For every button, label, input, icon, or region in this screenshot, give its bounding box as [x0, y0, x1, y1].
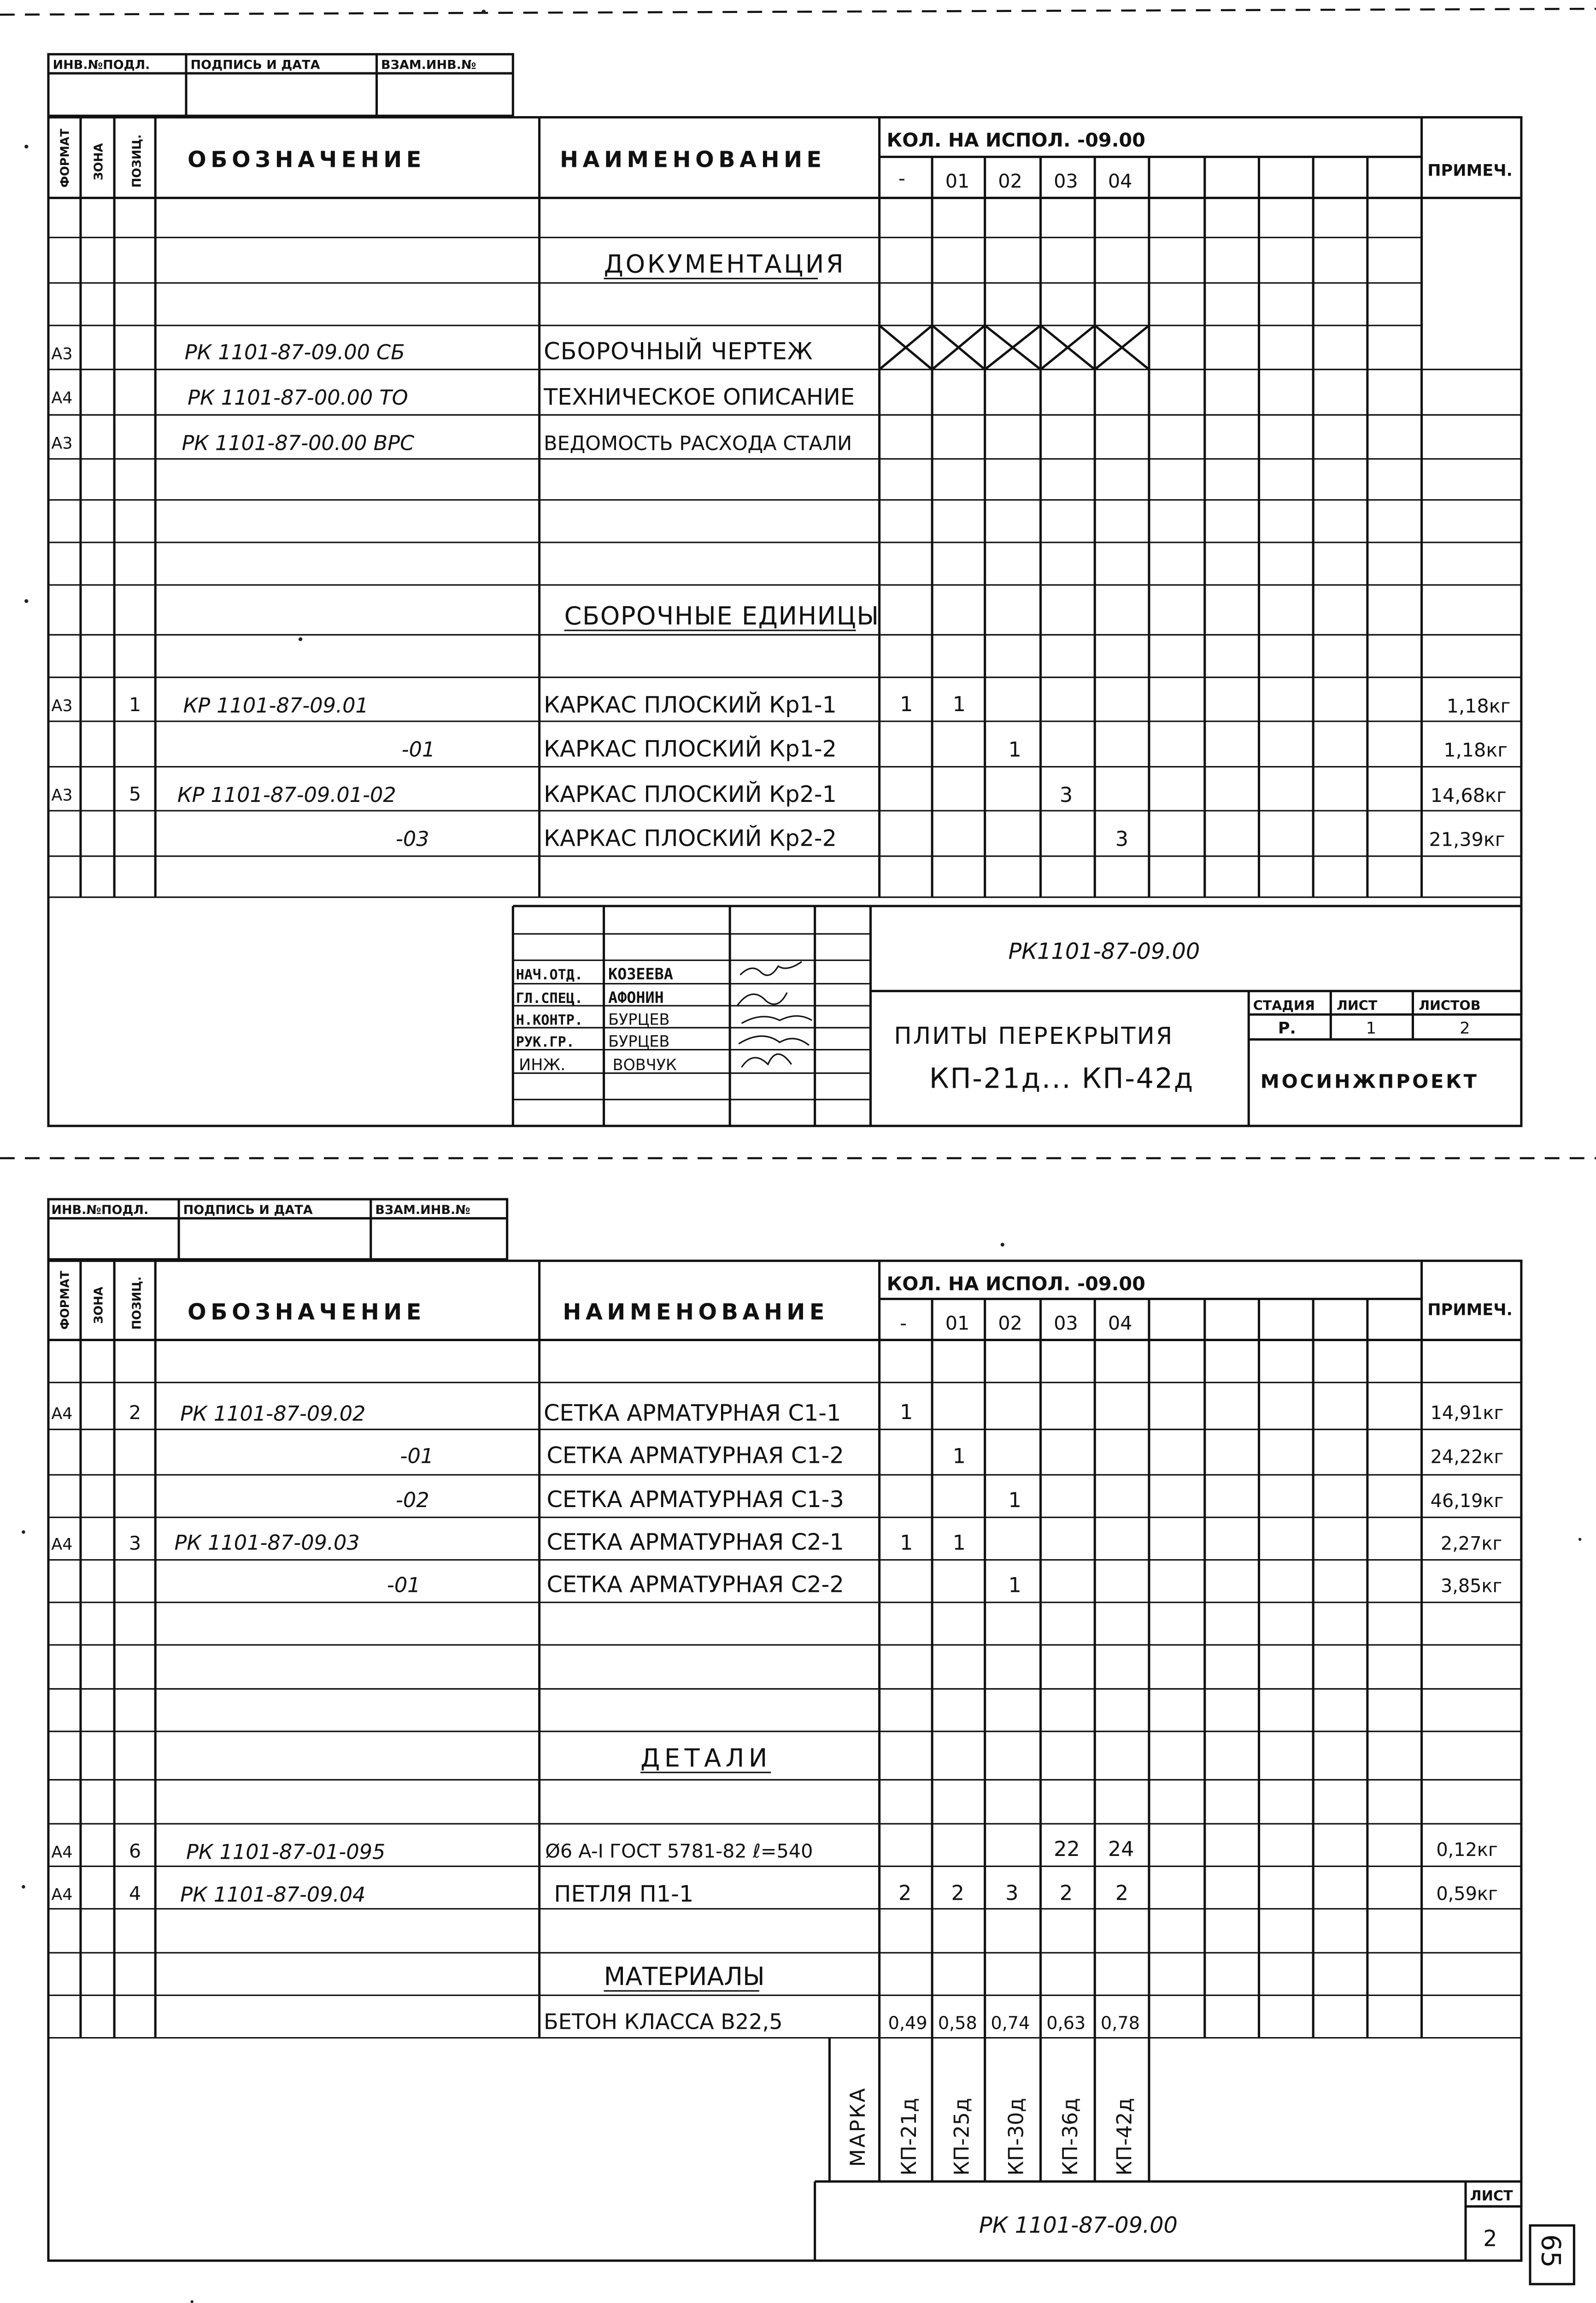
hdr2-format: ФОРМАТ [58, 1271, 72, 1330]
material-row [544, 2009, 1140, 2034]
svg-text:1: 1 [952, 1531, 966, 1555]
tb-stadia-label: СТАДИЯ [1253, 997, 1315, 1013]
hdr-poz: ПОЗИЦ. [129, 134, 144, 188]
svg-text:24,22кг: 24,22кг [1430, 1446, 1504, 1468]
section-details: ДЕТАЛИ [640, 1743, 772, 1773]
spec-row [387, 1571, 1502, 1598]
tb-title-1: ПЛИТЫ ПЕРЕКРЫТИЯ [894, 1022, 1174, 1050]
tb-stadia: Р. [1278, 1019, 1296, 1038]
marka-5: КП-42д [1112, 2098, 1137, 2176]
svg-text:РК 1101-87-09.00 СБ: РК 1101-87-09.00 СБ [184, 340, 405, 365]
unit-row [402, 735, 1508, 762]
svg-text:СЕТКА АРМАТУРНАЯ С1-2: СЕТКА АРМАТУРНАЯ С1-2 [546, 1442, 844, 1469]
svg-text:КАРКАС ПЛОСКИЙ Кр2-1: КАРКАС ПЛОСКИЙ Кр2-1 [544, 781, 837, 808]
svg-text:A3: A3 [51, 786, 73, 805]
signature-2 [737, 993, 812, 1067]
svg-text:A4: A4 [51, 1885, 73, 1904]
unit-row [51, 780, 1506, 807]
svg-text:2: 2 [129, 1402, 141, 1424]
tb-code: РК1101-87-09.00 [1008, 939, 1200, 965]
svg-text:СЕТКА АРМАТУРНАЯ С2-1: СЕТКА АРМАТУРНАЯ С2-1 [546, 1528, 844, 1555]
svg-text:-02: -02 [395, 1488, 429, 1513]
svg-text:СЕТКА АРМАТУРНАЯ С1-1: СЕТКА АРМАТУРНАЯ С1-1 [544, 1399, 841, 1426]
page-number: 65 [1535, 2234, 1567, 2268]
svg-text:СБОРОЧНЫЙ ЧЕРТЕЖ: СБОРОЧНЫЙ ЧЕРТЕЖ [544, 338, 813, 365]
svg-text:КР 1101-87-09.01: КР 1101-87-09.01 [183, 693, 369, 718]
stamp2-vzam: ВЗАМ.ИНВ.№ [375, 1202, 470, 1217]
svg-text:1: 1 [900, 1400, 913, 1425]
tb-role-2: ГЛ.СПЕЦ. [516, 990, 583, 1007]
svg-text:ПЕТЛЯ П1-1: ПЕТЛЯ П1-1 [554, 1880, 694, 1907]
svg-text:0,63: 0,63 [1046, 2013, 1086, 2034]
svg-text:БЕТОН КЛАССА В22,5: БЕТОН КЛАССА В22,5 [544, 2009, 783, 2034]
svg-text:РК 1101-87-00.00 ТО: РК 1101-87-00.00 ТО [188, 385, 408, 410]
svg-text:1: 1 [900, 1531, 913, 1555]
svg-text:0,74: 0,74 [991, 2013, 1030, 2034]
section-materials: МАТЕРИАЛЫ [604, 1962, 765, 1991]
hdr2-isp-1: 01 [945, 1312, 970, 1335]
sheet2-list-label: ЛИСТ [1470, 2188, 1513, 2204]
marka-2: КП-25д [950, 2098, 974, 2176]
sheet1-columns [81, 117, 1422, 897]
hdr-zona: ЗОНА [91, 143, 106, 181]
svg-text:A3: A3 [51, 345, 73, 364]
spec-row [396, 1486, 1503, 1513]
stamp-podpis: ПОДПИСЬ И ДАТА [190, 58, 320, 72]
spec-row [51, 1399, 1503, 1426]
hdr-format: ФОРМАТ [58, 129, 72, 188]
svg-text:2,27кг: 2,27кг [1440, 1533, 1502, 1555]
svg-text:РК 1101-87-09.02: РК 1101-87-09.02 [180, 1402, 366, 1426]
unit-row [396, 824, 1505, 851]
tb-role-4: РУК.ГР. [516, 1034, 575, 1051]
svg-text:РК 1101-87-09.03: РК 1101-87-09.03 [174, 1531, 360, 1555]
hdr-isp-1: 01 [945, 170, 970, 193]
svg-text:22: 22 [1054, 1837, 1080, 1861]
svg-text:-03: -03 [395, 827, 429, 851]
svg-text:A3: A3 [51, 434, 73, 453]
svg-text:-01: -01 [401, 737, 435, 762]
svg-text:A4: A4 [51, 1405, 73, 1424]
section-documentation: ДОКУМЕНТАЦИЯ [604, 249, 846, 279]
svg-text:РК 1101-87-09.04: РК 1101-87-09.04 [180, 1882, 366, 1907]
svg-text:КР 1101-87-09.01-02: КР 1101-87-09.01-02 [177, 783, 396, 807]
marka-1: КП-21д [897, 2098, 921, 2176]
svg-text:3: 3 [1059, 783, 1073, 807]
hdr-oboznachenie: ОБОЗНАЧЕНИЕ [188, 147, 426, 173]
svg-text:0,78: 0,78 [1100, 2013, 1140, 2034]
svg-text:1: 1 [952, 692, 966, 716]
tb-name-2: АФОНИН [608, 988, 664, 1007]
hdr-kol: КОЛ. НА ИСПОЛ. -09.00 [886, 129, 1145, 152]
svg-text:A3: A3 [51, 696, 73, 715]
tb-role-5: ИНЖ. [519, 1056, 566, 1075]
tb-name-1: КОЗЕЕВА [608, 965, 673, 983]
section-assembly-units: СБОРОЧНЫЕ ЕДИНИЦЫ [564, 601, 880, 631]
svg-text:КАРКАС ПЛОСКИЙ Кр1-1: КАРКАС ПЛОСКИЙ Кр1-1 [544, 691, 837, 718]
detail-row [51, 1837, 1497, 1864]
hdr2-isp-0: - [900, 1312, 907, 1335]
svg-text:1,18кг: 1,18кг [1443, 739, 1508, 761]
sheet2-code: РК 1101-87-09.00 [979, 2213, 1178, 2238]
svg-text:КАРКАС ПЛОСКИЙ Кр1-2: КАРКАС ПЛОСКИЙ Кр1-2 [544, 735, 837, 762]
svg-text:3: 3 [1115, 827, 1129, 851]
hdr2-isp-2: 02 [998, 1312, 1022, 1335]
tb-name-3: БУРЦЕВ [608, 1010, 670, 1029]
svg-text:1,18кг: 1,18кг [1446, 695, 1511, 717]
doc-row [51, 383, 855, 410]
svg-text:2: 2 [1115, 1881, 1129, 1905]
hdr-primech: ПРИМЕЧ. [1427, 161, 1513, 180]
svg-text:3: 3 [1005, 1881, 1019, 1905]
title-block-1 [513, 906, 1521, 1126]
tb-listov-label: ЛИСТОВ [1419, 997, 1481, 1013]
marka-4: КП-36д [1058, 2098, 1083, 2176]
svg-text:КАРКАС ПЛОСКИЙ Кр2-2: КАРКАС ПЛОСКИЙ Кр2-2 [544, 825, 837, 852]
hdr-isp-4: 04 [1108, 170, 1132, 193]
svg-text:A4: A4 [51, 389, 73, 407]
svg-text:A4: A4 [51, 1843, 73, 1862]
sheet2-rows [48, 1383, 1521, 2038]
svg-text:2: 2 [1059, 1881, 1073, 1905]
svg-text:A4: A4 [51, 1535, 73, 1554]
tb-role-1: НАЧ.ОТД. [516, 966, 583, 983]
tb-list: 1 [1366, 1019, 1376, 1038]
stamp-inv-podl: ИНВ.№ПОДЛ. [53, 58, 150, 72]
tb-org: МОСИНЖПРОЕКТ [1260, 1070, 1479, 1093]
stamp2-inv-podl: ИНВ.№ПОДЛ. [51, 1202, 149, 1217]
hdr2-naimenovanie: НАИМЕНОВАНИЕ [563, 1299, 829, 1325]
marka-label: МАРКА [845, 2086, 870, 2167]
svg-text:0,58: 0,58 [938, 2013, 977, 2034]
svg-text:РК 1101-87-00.00 ВРС: РК 1101-87-00.00 ВРС [182, 431, 415, 455]
svg-text:0,49: 0,49 [888, 2013, 927, 2034]
svg-text:СЕТКА АРМАТУРНАЯ С2-2: СЕТКА АРМАТУРНАЯ С2-2 [546, 1571, 844, 1598]
svg-text:3: 3 [129, 1532, 141, 1555]
svg-text:46,19кг: 46,19кг [1430, 1490, 1504, 1512]
svg-text:0,59кг: 0,59кг [1436, 1883, 1498, 1905]
sheet2-list: 2 [1483, 2226, 1497, 2252]
svg-text:6: 6 [129, 1840, 141, 1862]
svg-text:14,68кг: 14,68кг [1430, 784, 1507, 807]
cut-line-top [0, 9, 1596, 15]
hdr2-primech: ПРИМЕЧ. [1427, 1301, 1513, 1319]
hdr2-kol: КОЛ. НА ИСПОЛ. -09.00 [886, 1272, 1145, 1295]
svg-text:1: 1 [900, 692, 913, 716]
svg-text:СЕТКА АРМАТУРНАЯ С1-3: СЕТКА АРМАТУРНАЯ С1-3 [546, 1486, 844, 1513]
hdr2-poz: ПОЗИЦ. [129, 1276, 144, 1330]
tb-name-5: ВОВЧУК [612, 1056, 677, 1074]
svg-text:5: 5 [129, 783, 141, 805]
tb-name-4: БУРЦЕВ [608, 1032, 670, 1051]
svg-text:1: 1 [1008, 737, 1021, 762]
svg-text:2: 2 [898, 1881, 912, 1905]
hdr2-isp-3: 03 [1054, 1312, 1078, 1335]
tb-title-2: КП-21д... КП-42д [929, 1062, 1194, 1095]
svg-text:14,91кг: 14,91кг [1430, 1402, 1504, 1424]
hdr-isp-2: 02 [998, 170, 1022, 193]
marka-3: КП-30д [1004, 2098, 1028, 2176]
svg-text:ТЕХНИЧЕСКОЕ ОПИСАНИЕ: ТЕХНИЧЕСКОЕ ОПИСАНИЕ [544, 383, 855, 410]
na-crosses [880, 325, 1149, 369]
svg-text:2: 2 [951, 1881, 964, 1905]
svg-text:1: 1 [129, 693, 141, 716]
svg-text:21,39кг: 21,39кг [1429, 828, 1505, 851]
svg-text:4: 4 [129, 1882, 141, 1905]
doc-row [51, 337, 813, 365]
svg-text:1: 1 [952, 1444, 966, 1468]
svg-text:24: 24 [1108, 1837, 1134, 1861]
unit-row [51, 691, 1510, 718]
svg-text:-01: -01 [387, 1573, 421, 1597]
sheet2-columns [81, 1261, 1422, 2182]
svg-text:3,85кг: 3,85кг [1440, 1575, 1502, 1597]
spec-row [400, 1442, 1503, 1469]
hdr-isp-0: - [898, 167, 905, 189]
tb-list-label: ЛИСТ [1337, 997, 1378, 1013]
doc-row [51, 431, 852, 455]
signature-1 [740, 962, 802, 975]
svg-text:-01: -01 [400, 1444, 434, 1468]
tb-role-3: Н.КОНТР. [516, 1012, 583, 1029]
hdr2-isp-4: 04 [1108, 1312, 1132, 1335]
hdr2-zona: ЗОНА [91, 1286, 106, 1324]
svg-text:РК 1101-87-01-095: РК 1101-87-01-095 [186, 1840, 386, 1864]
svg-text:Ø6 A-I ГОСТ 5781-82 ℓ=540: Ø6 A-I ГОСТ 5781-82 ℓ=540 [545, 1840, 813, 1862]
svg-text:1: 1 [1008, 1488, 1021, 1513]
stamp2-podpis: ПОДПИСЬ И ДАТА [183, 1202, 313, 1217]
svg-text:ВЕДОМОСТЬ РАСХОДА СТАЛИ: ВЕДОМОСТЬ РАСХОДА СТАЛИ [544, 432, 852, 455]
hdr2-oboznachenie: ОБОЗНАЧЕНИЕ [188, 1299, 426, 1325]
svg-text:1: 1 [1008, 1573, 1021, 1597]
svg-text:0,12кг: 0,12кг [1436, 1839, 1498, 1861]
detail-row [51, 1880, 1497, 1907]
spec-row [51, 1528, 1502, 1555]
tb-listov: 2 [1460, 1019, 1470, 1038]
hdr-naimenovanie: НАИМЕНОВАНИЕ [560, 147, 826, 173]
hdr-isp-3: 03 [1054, 170, 1078, 193]
stamp-vzam: ВЗАМ.ИНВ.№ [381, 58, 476, 72]
